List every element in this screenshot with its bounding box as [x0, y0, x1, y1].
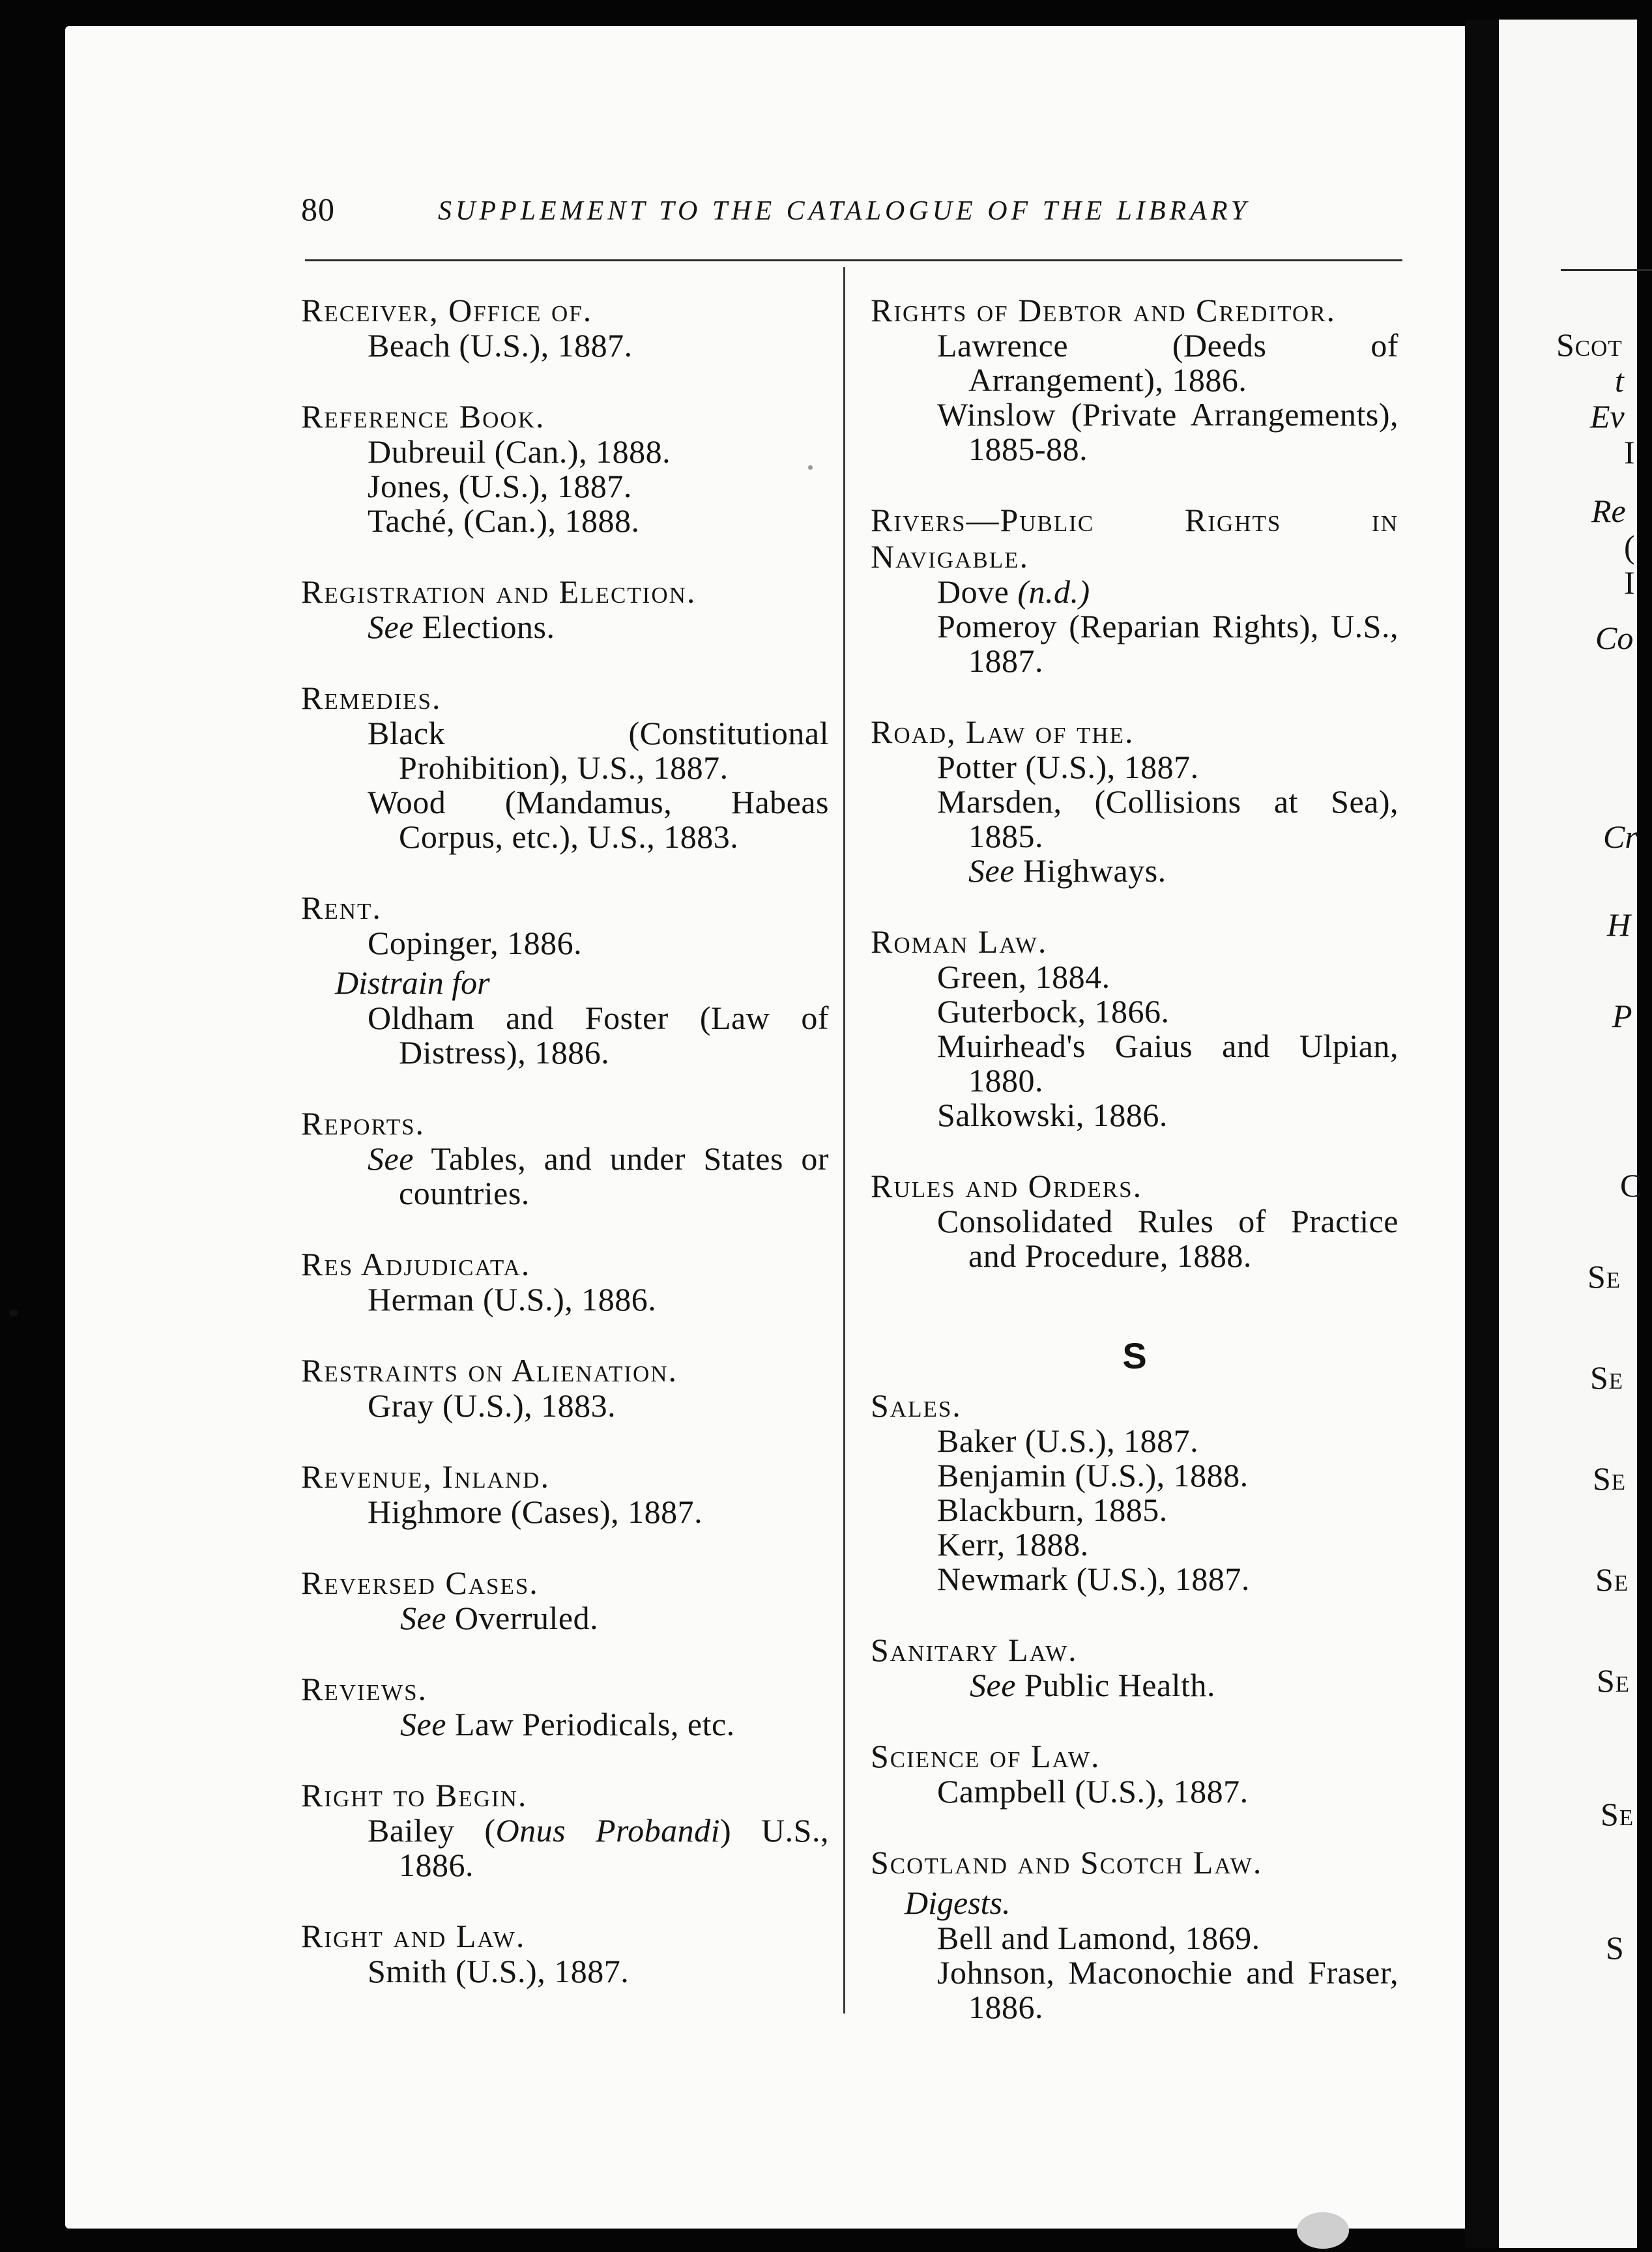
entry-item: Winslow (Private Arrangements), 1885-88. [937, 396, 1398, 467]
entry-item: Beach (U.S.), 1887. [368, 327, 633, 364]
scan-speck [9, 1310, 18, 1316]
entry-heading: Rules and Orders. [871, 1168, 1143, 1204]
index-entry [301, 1777, 829, 1883]
see-label: See [400, 1600, 446, 1636]
index-entry [871, 1844, 1398, 2025]
entry-item: Copinger, 1886. [368, 925, 583, 961]
adjacent-fragment: ( [1624, 528, 1635, 565]
entry-item: Herman (U.S.), 1886. [368, 1281, 657, 1318]
index-entry [301, 1565, 829, 1636]
entry-item [301, 1813, 829, 1883]
index-entry [301, 1352, 829, 1423]
index-entry [301, 680, 829, 854]
entry-heading: Sanitary Law. [871, 1632, 1078, 1668]
see-label: See [970, 1667, 1016, 1703]
adjacent-fragment: Se [1597, 1662, 1630, 1699]
entry-item: Pomeroy (Reparian Rights), U.S., 1887. [937, 608, 1398, 679]
entry-heading: Rights of Debtor and Creditor. [871, 292, 1337, 328]
entry-heading: Rent. [301, 889, 382, 926]
see-reference [871, 1668, 1398, 1703]
entry-item: Lawrence (Deeds of Arrangement), 1886. [937, 327, 1398, 398]
entry-heading: Reversed Cases. [301, 1565, 539, 1601]
adjacent-fragment: C [1620, 1167, 1642, 1204]
see-target: Elections. [422, 609, 555, 645]
entry-heading: Road, Law of the. [871, 714, 1135, 750]
entry-item: Guterbock, 1866. [937, 993, 1170, 1030]
column-divider [843, 267, 845, 2014]
entry-item: Muirhead's Gaius and Ulpian, 1880. [937, 1028, 1398, 1099]
entry-item: Jones, (U.S.), 1887. [368, 468, 632, 504]
entry-item: Johnson, Maconochie and Fraser, 1886. [937, 1954, 1398, 2025]
adjacent-fragment: S [1606, 1929, 1625, 1966]
see-label: See [400, 1706, 446, 1742]
entry-item: Gray (U.S.), 1883. [368, 1387, 616, 1424]
index-entry [301, 1246, 829, 1317]
entry-item [871, 575, 1398, 609]
adjacent-fragment: Cr [1603, 818, 1638, 855]
entry-item: Consolidated Rules of Practice and Procedure, 1888. [937, 1203, 1398, 1274]
index-entry [871, 1387, 1398, 1596]
index-entry [871, 1632, 1398, 1703]
entry-heading: Restraints on Alienation. [301, 1352, 678, 1389]
index-entry [301, 398, 829, 538]
index-entry [301, 573, 829, 644]
entry-item: Salkowski, 1886. [937, 1097, 1168, 1133]
index-entry [871, 1738, 1398, 1809]
adjacent-fragment: Se [1590, 1359, 1624, 1396]
entry-item-text: Bailey ( [368, 1812, 496, 1849]
adjacent-fragment: Scot [1556, 326, 1623, 363]
latin-term: Onus Probandi [495, 1812, 721, 1849]
see-target: Highways. [1022, 852, 1167, 889]
index-entry [301, 1671, 829, 1742]
adjacent-fragment: I [1624, 564, 1635, 601]
index-entry [871, 714, 1398, 888]
no-date-note: (n.d.) [1017, 573, 1090, 610]
entry-heading: Receiver, Office of. [301, 292, 593, 328]
page-number: 80 [301, 191, 335, 227]
see-label: See [968, 852, 1015, 889]
adjacent-fragment: Se [1595, 1561, 1629, 1598]
entry-item: Oldham and Foster (Law of Distress), 1886. [368, 1000, 829, 1071]
adjacent-fragment: Se [1593, 1460, 1627, 1497]
entry-heading: Sales. [871, 1387, 962, 1424]
entry-item: Newmark (U.S.), 1887. [937, 1561, 1250, 1597]
see-reference [301, 1142, 829, 1211]
adjacent-fragment: I [1624, 434, 1635, 470]
index-entry [301, 1105, 829, 1211]
entry-item: Baker (U.S.), 1887. [937, 1422, 1199, 1459]
entry-item-text: ) U.S., 1886. [399, 1812, 829, 1883]
entry-heading: Science of Law. [871, 1738, 1101, 1774]
entry-item: Smith (U.S.), 1887. [368, 1953, 630, 1989]
adjacent-fragment: H [1607, 906, 1631, 943]
entry-item: Bell and Lamond, 1869. [937, 1920, 1260, 1956]
see-reference [301, 1707, 829, 1742]
index-entry [871, 1168, 1398, 1273]
entry-heading: Right and Law. [301, 1918, 526, 1954]
entry-heading: Registration and Election. [301, 573, 697, 610]
see-target: Overruled. [454, 1600, 599, 1636]
adjacent-fragment: Se [1601, 1796, 1634, 1832]
entry-item: Highmore (Cases), 1887. [368, 1494, 703, 1530]
entry-item: Taché, (Can.), 1888. [368, 502, 640, 539]
index-entry [301, 1458, 829, 1529]
entry-item: Wood (Mandamus, Habeas Corpus, etc.), U.S., 1883. [368, 784, 829, 855]
entry-item: Black (Constitutional Prohibition), U.S., 1887. [368, 715, 829, 786]
adjacent-fragment: t [1615, 362, 1624, 399]
see-reference [301, 610, 829, 644]
section-letter-heading: S [1122, 1335, 1147, 1376]
see-target: Law Periodicals, etc. [454, 1706, 735, 1742]
entry-item: Benjamin (U.S.), 1888. [937, 1457, 1249, 1494]
page-header [301, 190, 1402, 242]
entry-heading: Reviews. [301, 1671, 428, 1707]
adjacent-fragment: Re [1591, 493, 1626, 529]
index-entry [301, 1918, 829, 1989]
entry-heading: Reference Book. [301, 398, 545, 435]
entry-heading: Remedies. [301, 680, 442, 716]
entry-item: Marsden, (Collisions at Sea), 1885. [937, 783, 1398, 854]
see-target: Public Health. [1024, 1667, 1215, 1703]
entry-heading: Rivers—Public Rights in Navigable. [871, 502, 1398, 575]
entry-heading: Reports. [301, 1105, 426, 1142]
adjacent-page [1499, 20, 1642, 2248]
entry-subheading: Distrain for [335, 964, 490, 1001]
adjacent-fragment: Ev [1590, 398, 1625, 435]
see-reference [301, 1601, 829, 1636]
entry-item: Kerr, 1888. [937, 1526, 1089, 1563]
index-entry [871, 502, 1398, 678]
entry-heading: Right to Begin. [301, 1777, 528, 1813]
see-label: See [368, 1140, 414, 1177]
index-entry [871, 923, 1398, 1133]
scan-blemish [1297, 2212, 1349, 2249]
entry-heading: Scotland and Scotch Law. [871, 1844, 1263, 1881]
index-entry [871, 292, 1398, 467]
index-entry [301, 292, 829, 363]
entry-item: Potter (U.S.), 1887. [937, 749, 1199, 785]
entry-item: Blackburn, 1885. [937, 1492, 1168, 1528]
entry-subheading: Digests. [905, 1884, 1011, 1921]
entry-heading: Roman Law. [871, 923, 1048, 960]
adjacent-fragment: P [1612, 998, 1632, 1034]
entry-item: Dubreuil (Can.), 1888. [368, 433, 671, 470]
see-reference [871, 854, 1398, 888]
index-entry [301, 889, 829, 1070]
entry-item: Campbell (U.S.), 1887. [937, 1773, 1249, 1810]
adjacent-fragment: Se [1587, 1258, 1621, 1295]
left-column [301, 292, 829, 2024]
adjacent-fragment: Co [1595, 620, 1634, 656]
adjacent-header-rule [1561, 269, 1652, 271]
header-rule [305, 259, 1402, 261]
see-target: Tables, and under States or countries. [399, 1140, 829, 1211]
see-label: See [368, 609, 414, 645]
right-column [871, 292, 1398, 2060]
entry-item-text: Dove [937, 573, 1018, 610]
entry-heading: Res Adjudicata. [301, 1246, 531, 1282]
entry-item: Green, 1884. [937, 959, 1110, 995]
entry-heading: Revenue, Inland. [301, 1458, 550, 1495]
running-title: SUPPLEMENT TO THE CATALOGUE OF THE LIBRARY [438, 196, 1251, 226]
